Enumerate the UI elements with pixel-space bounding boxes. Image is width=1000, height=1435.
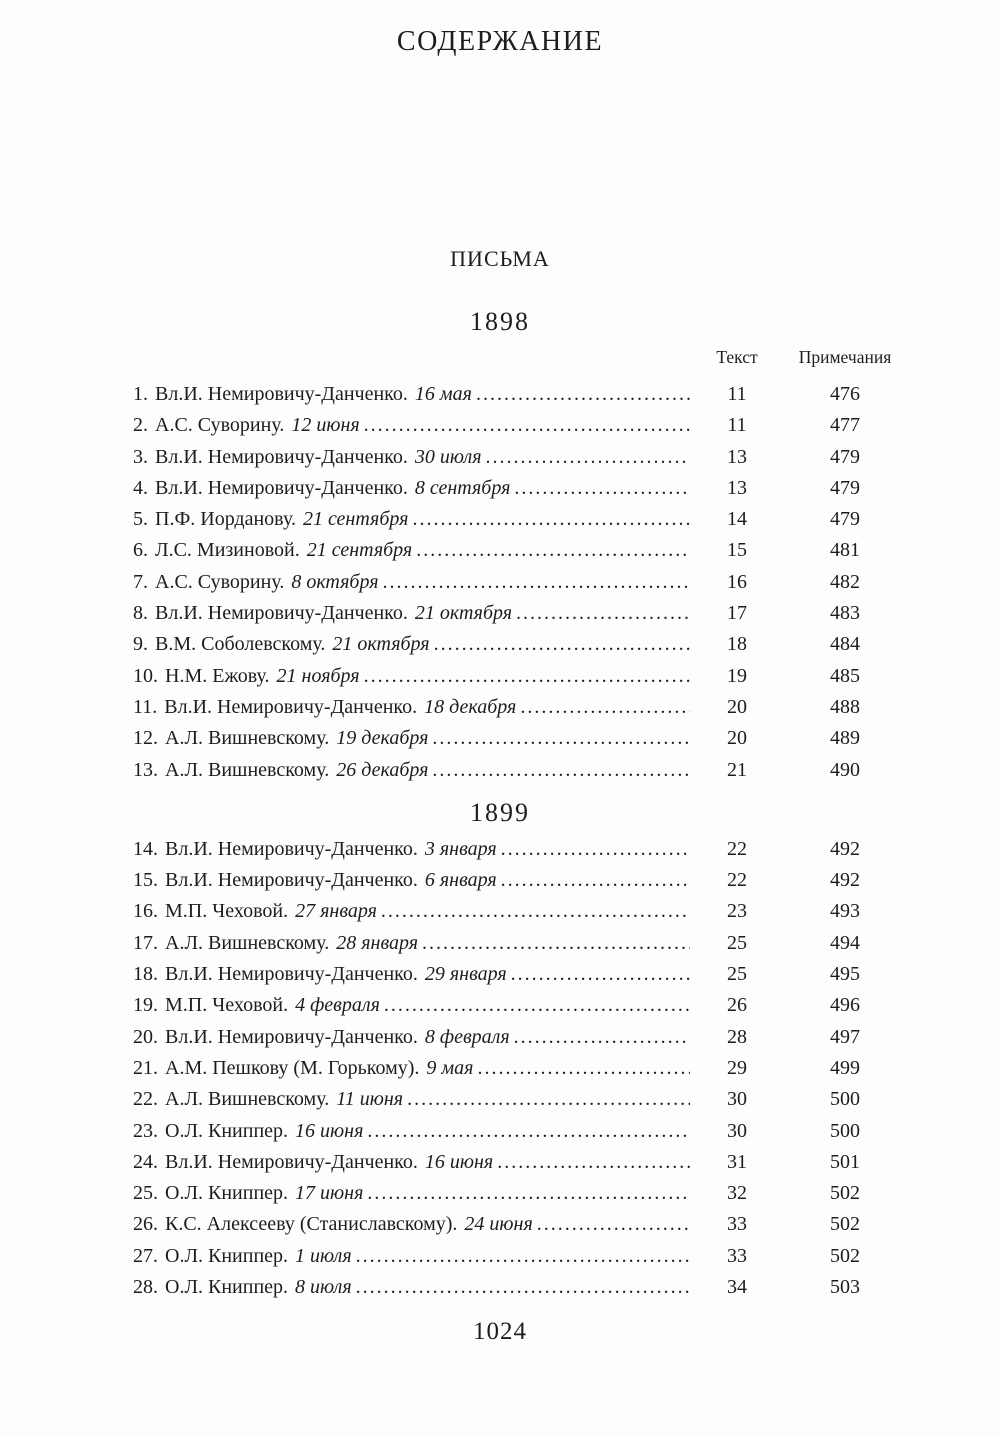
entry-date: 16 мая: [414, 383, 472, 405]
entry-main: [133, 1022, 692, 1053]
dot-leader: [477, 1053, 690, 1084]
entry-notes-page: 479: [830, 445, 860, 468]
section-entries: [0, 834, 1000, 1303]
entry-text-page: 11: [727, 414, 747, 437]
entry-addressee: М.П. Чеховой.: [165, 994, 289, 1017]
entry-date: 27 января: [295, 900, 377, 923]
entry-text-page: 14: [727, 508, 747, 531]
entry-main: [133, 1241, 692, 1272]
entry-notes-page: 494: [830, 931, 860, 954]
entry-notes-page: 485: [830, 664, 860, 687]
entry-number: 25.: [133, 1182, 158, 1205]
entry-number: 10.: [133, 664, 158, 687]
entry-notes-page: 477: [830, 414, 860, 437]
entry-notes-page: 490: [830, 758, 860, 781]
entry-text-page: 13: [727, 476, 747, 499]
entry-addressee: М.П. Чеховой.: [165, 900, 289, 923]
dot-leader: [501, 834, 690, 865]
toc-entry-row: [0, 535, 1000, 566]
entry-main: [133, 567, 692, 598]
entry-notes-page: 492: [830, 869, 860, 892]
section-entries: [0, 379, 1000, 786]
entry-notes-page: 488: [830, 695, 860, 718]
year-heading: 1899: [470, 797, 530, 827]
entry-date: 8 сентября: [414, 476, 511, 499]
entry-date: 11 июня: [336, 1088, 404, 1111]
toc-entry-row: [0, 1116, 1000, 1147]
entry-date: 12 июня: [291, 414, 360, 437]
entry-addressee: О.Л. Книппер.: [165, 1119, 289, 1142]
entry-text-page: 23: [727, 900, 747, 923]
entry-date: 9 мая: [426, 1056, 474, 1079]
entry-text-page: 26: [727, 994, 747, 1017]
entry-notes-page: 479: [830, 508, 860, 531]
toc-entry-row: [0, 567, 1000, 598]
dot-leader: [486, 442, 691, 473]
entry-notes-page: 484: [830, 633, 860, 656]
dot-leader: [356, 1272, 690, 1303]
entry-notes-page: 481: [830, 539, 860, 562]
entry-number: 7.: [133, 570, 148, 593]
entry-main: [133, 1272, 692, 1303]
entry-date: 8 октября: [291, 570, 379, 593]
entry-date: 8 февраля: [424, 1025, 510, 1048]
dot-leader: [364, 661, 690, 692]
entry-main: [133, 1084, 692, 1115]
entry-addressee: А.Л. Вишневскому.: [165, 1088, 330, 1111]
entry-number: 12.: [133, 727, 158, 750]
toc-entry-row: [0, 1241, 1000, 1272]
entry-text-page: 20: [727, 727, 747, 750]
entry-date: 21 сентября: [302, 508, 409, 531]
entry-date: 29 января: [424, 963, 507, 986]
entry-addressee: А.Л. Вишневскому.: [165, 758, 330, 781]
toc-entry-row: [0, 661, 1000, 692]
dot-leader: [501, 865, 690, 896]
entry-number: 8.: [133, 602, 148, 625]
entry-addressee: Вл.И. Немировичу-Данченко.: [165, 837, 418, 860]
dot-leader: [416, 535, 690, 566]
entry-number: 3.: [133, 445, 148, 468]
entry-main: [133, 598, 692, 629]
entry-date: 4 февраля: [295, 994, 380, 1017]
entry-text-page: 32: [727, 1182, 747, 1205]
entry-number: 5.: [133, 508, 148, 531]
dot-leader: [432, 755, 690, 786]
entry-addressee: О.Л. Книппер.: [165, 1182, 289, 1205]
toc-entry-row: [0, 1209, 1000, 1240]
toc-entry-row: [0, 442, 1000, 473]
dot-leader: [364, 410, 690, 441]
entry-number: 22.: [133, 1088, 158, 1111]
part-heading: ПИСЬМА: [450, 246, 550, 271]
entry-number: 26.: [133, 1213, 158, 1236]
entry-addressee: А.Л. Вишневскому.: [165, 931, 330, 954]
entry-addressee: А.Л. Вишневскому.: [165, 727, 330, 750]
entry-number: 27.: [133, 1244, 158, 1267]
toc-entry-row: [0, 1084, 1000, 1115]
entry-main: [133, 442, 692, 473]
entry-number: 21.: [133, 1056, 158, 1079]
entry-date: 21 октября: [414, 602, 513, 625]
entry-main: [133, 535, 692, 566]
toc-entry-row: [0, 473, 1000, 504]
toc-entry-row: [0, 723, 1000, 754]
dot-leader: [383, 567, 690, 598]
entry-notes-page: 483: [830, 602, 860, 625]
entry-text-page: 16: [727, 570, 747, 593]
dot-leader: [434, 629, 690, 660]
entry-text-page: 15: [727, 539, 747, 562]
entry-main: [133, 959, 692, 990]
entry-number: 16.: [133, 900, 158, 923]
entry-addressee: О.Л. Книппер.: [165, 1244, 289, 1267]
entry-notes-page: 492: [830, 837, 860, 860]
entry-date: 21 ноября: [276, 664, 360, 687]
entry-notes-page: 496: [830, 994, 860, 1017]
entry-notes-page: 495: [830, 963, 860, 986]
entry-text-page: 11: [727, 383, 747, 405]
entry-notes-page: 497: [830, 1025, 860, 1048]
entry-number: 19.: [133, 994, 158, 1017]
entry-notes-page: 501: [830, 1150, 860, 1173]
entry-addressee: Вл.И. Немировичу-Данченко.: [165, 1025, 418, 1048]
entry-addressee: Н.М. Ежову.: [165, 664, 270, 687]
entry-text-page: 29: [727, 1056, 747, 1079]
entry-notes-page: 502: [830, 1213, 860, 1236]
entry-text-page: 30: [727, 1088, 747, 1111]
entry-text-page: 19: [727, 664, 747, 687]
entry-main: [133, 473, 692, 504]
column-header-text: Текст: [716, 347, 758, 367]
toc-entry-row: [0, 1272, 1000, 1303]
entry-notes-page: 482: [830, 570, 860, 593]
entry-date: 17 июня: [295, 1182, 364, 1205]
dot-leader: [367, 1178, 690, 1209]
entry-number: 13.: [133, 758, 158, 781]
entry-text-page: 22: [727, 869, 747, 892]
entry-main: [133, 1053, 692, 1084]
dot-leader: [356, 1241, 690, 1272]
toc-entry-row: [0, 504, 1000, 535]
toc-entry-row: [0, 928, 1000, 959]
dot-leader: [384, 990, 690, 1021]
toc-entry-row: [0, 692, 1000, 723]
entry-text-page: 33: [727, 1244, 747, 1267]
toc-sections: [0, 308, 1000, 1303]
entry-notes-page: 503: [830, 1276, 860, 1299]
entry-number: 6.: [133, 539, 148, 562]
entry-main: [133, 723, 692, 754]
toc-year-section: [0, 308, 1000, 786]
entry-number: 15.: [133, 869, 158, 892]
entry-number: 20.: [133, 1025, 158, 1048]
toc-entry-row: [0, 959, 1000, 990]
entry-addressee: Л.С. Мизиновой.: [155, 539, 300, 562]
toc-entry-row: [0, 990, 1000, 1021]
entry-main: [133, 1209, 692, 1240]
toc-entry-row: [0, 865, 1000, 896]
toc-entry-row: [0, 896, 1000, 927]
entry-notes-page: 476: [830, 383, 860, 405]
entry-addressee: А.С. Суворину.: [155, 570, 285, 593]
entry-date: 28 января: [336, 931, 419, 954]
dot-leader: [476, 379, 690, 410]
entry-addressee: Вл.И. Немировичу-Данченко.: [165, 1150, 418, 1173]
toc-entry-row: [0, 410, 1000, 441]
entry-number: 23.: [133, 1119, 158, 1142]
entry-main: [133, 379, 692, 410]
entry-date: 8 июля: [295, 1276, 352, 1299]
column-headers-row: [0, 345, 1000, 369]
entry-notes-page: 500: [830, 1088, 860, 1111]
toc-entry-row: [0, 379, 1000, 410]
entry-main: [133, 410, 692, 441]
entry-date: 19 декабря: [336, 727, 429, 750]
dot-leader: [520, 692, 690, 723]
entry-text-page: 20: [727, 695, 747, 718]
dot-leader: [432, 723, 690, 754]
dot-leader: [497, 1147, 690, 1178]
entry-date: 6 января: [424, 869, 497, 892]
entry-number: 2.: [133, 414, 148, 437]
toc-entry-row: [0, 1178, 1000, 1209]
entry-text-page: 21: [727, 758, 747, 781]
dot-leader: [367, 1116, 690, 1147]
entry-addressee: К.С. Алексееву (Станиславскому).: [165, 1213, 458, 1236]
entry-number: 18.: [133, 963, 158, 986]
toc-entry-row: [0, 1147, 1000, 1178]
dot-leader: [407, 1084, 690, 1115]
page-title: СОДЕРЖАНИЕ: [396, 26, 604, 57]
entry-number: 1.: [133, 383, 148, 405]
entry-main: [133, 504, 692, 535]
toc-entry-row: [0, 834, 1000, 865]
entry-addressee: П.Ф. Иорданову.: [155, 508, 296, 531]
entry-addressee: А.С. Суворину.: [155, 414, 285, 437]
entry-notes-page: 502: [830, 1182, 860, 1205]
entry-date: 18 декабря: [424, 695, 517, 718]
entry-number: 28.: [133, 1276, 158, 1299]
dot-leader: [511, 959, 690, 990]
entry-number: 17.: [133, 931, 158, 954]
toc-year-section: [0, 799, 1000, 1303]
dot-leader: [412, 504, 690, 535]
entry-text-page: 33: [727, 1213, 747, 1236]
entry-number: 14.: [133, 837, 158, 860]
entry-main: [133, 661, 692, 692]
toc-entry-row: [0, 1053, 1000, 1084]
entry-number: 4.: [133, 476, 148, 499]
entry-number: 9.: [133, 633, 148, 656]
entry-notes-page: 502: [830, 1244, 860, 1267]
dot-leader: [514, 1022, 690, 1053]
entry-notes-page: 500: [830, 1119, 860, 1142]
dot-leader: [516, 598, 690, 629]
entry-main: [133, 692, 692, 723]
entry-text-page: 17: [727, 602, 747, 625]
dot-leader: [422, 928, 690, 959]
entry-date: 3 января: [424, 837, 497, 860]
entry-addressee: Вл.И. Немировичу-Данченко.: [155, 383, 408, 405]
entry-addressee: Вл.И. Немировичу-Данченко.: [155, 476, 408, 499]
entry-addressee: В.М. Соболевскому.: [155, 633, 326, 656]
entry-notes-page: 479: [830, 476, 860, 499]
entry-text-page: 30: [727, 1119, 747, 1142]
entry-date: 21 сентября: [306, 539, 413, 562]
entry-date: 1 июля: [295, 1244, 352, 1267]
entry-main: [133, 896, 692, 927]
dot-leader: [514, 473, 690, 504]
entry-addressee: А.М. Пешкову (М. Горькому).: [165, 1056, 420, 1079]
toc-entry-row: [0, 755, 1000, 786]
entry-main: [133, 990, 692, 1021]
dot-leader: [537, 1209, 690, 1240]
entry-addressee: Вл.И. Немировичу-Данченко.: [155, 602, 408, 625]
page-number: 1024: [473, 1318, 527, 1346]
entry-main: [133, 834, 692, 865]
toc-entry-row: [0, 629, 1000, 660]
entry-date: 30 июля: [414, 445, 482, 468]
entry-main: [133, 1147, 692, 1178]
entry-addressee: Вл.И. Немировичу-Данченко.: [155, 445, 408, 468]
entry-main: [133, 928, 692, 959]
entry-date: 16 июня: [295, 1119, 364, 1142]
entry-main: [133, 755, 692, 786]
entry-main: [133, 1178, 692, 1209]
entry-text-page: 28: [727, 1025, 747, 1048]
entry-date: 24 июня: [464, 1213, 533, 1236]
entry-date: 16 июня: [424, 1150, 494, 1173]
entry-addressee: О.Л. Книппер.: [165, 1276, 289, 1299]
entry-notes-page: 499: [830, 1056, 860, 1079]
entry-number: 24.: [133, 1150, 158, 1173]
year-heading: 1898: [470, 307, 530, 336]
entry-main: [133, 629, 692, 660]
entry-text-page: 13: [727, 445, 747, 468]
toc-entry-row: [0, 598, 1000, 629]
entry-text-page: 18: [727, 633, 747, 656]
entry-addressee: Вл.И. Немировичу-Данченко.: [164, 695, 418, 718]
toc-entry-row: [0, 1022, 1000, 1053]
entry-text-page: 25: [727, 931, 747, 954]
entry-date: 21 октября: [332, 633, 430, 656]
entry-date: 26 декабря: [336, 758, 429, 781]
entry-main: [133, 865, 692, 896]
entry-text-page: 25: [727, 963, 747, 986]
entry-main: [133, 1116, 692, 1147]
entry-notes-page: 493: [830, 900, 860, 923]
entry-text-page: 34: [727, 1276, 747, 1299]
entry-addressee: Вл.И. Немировичу-Данченко.: [165, 963, 418, 986]
column-header-notes: Примечания: [798, 347, 892, 367]
dot-leader: [381, 896, 690, 927]
entry-addressee: Вл.И. Немировичу-Данченко.: [165, 869, 418, 892]
entry-notes-page: 489: [830, 727, 860, 750]
entry-text-page: 31: [727, 1150, 747, 1173]
entry-text-page: 22: [727, 837, 747, 860]
entry-number: 11.: [133, 695, 158, 718]
